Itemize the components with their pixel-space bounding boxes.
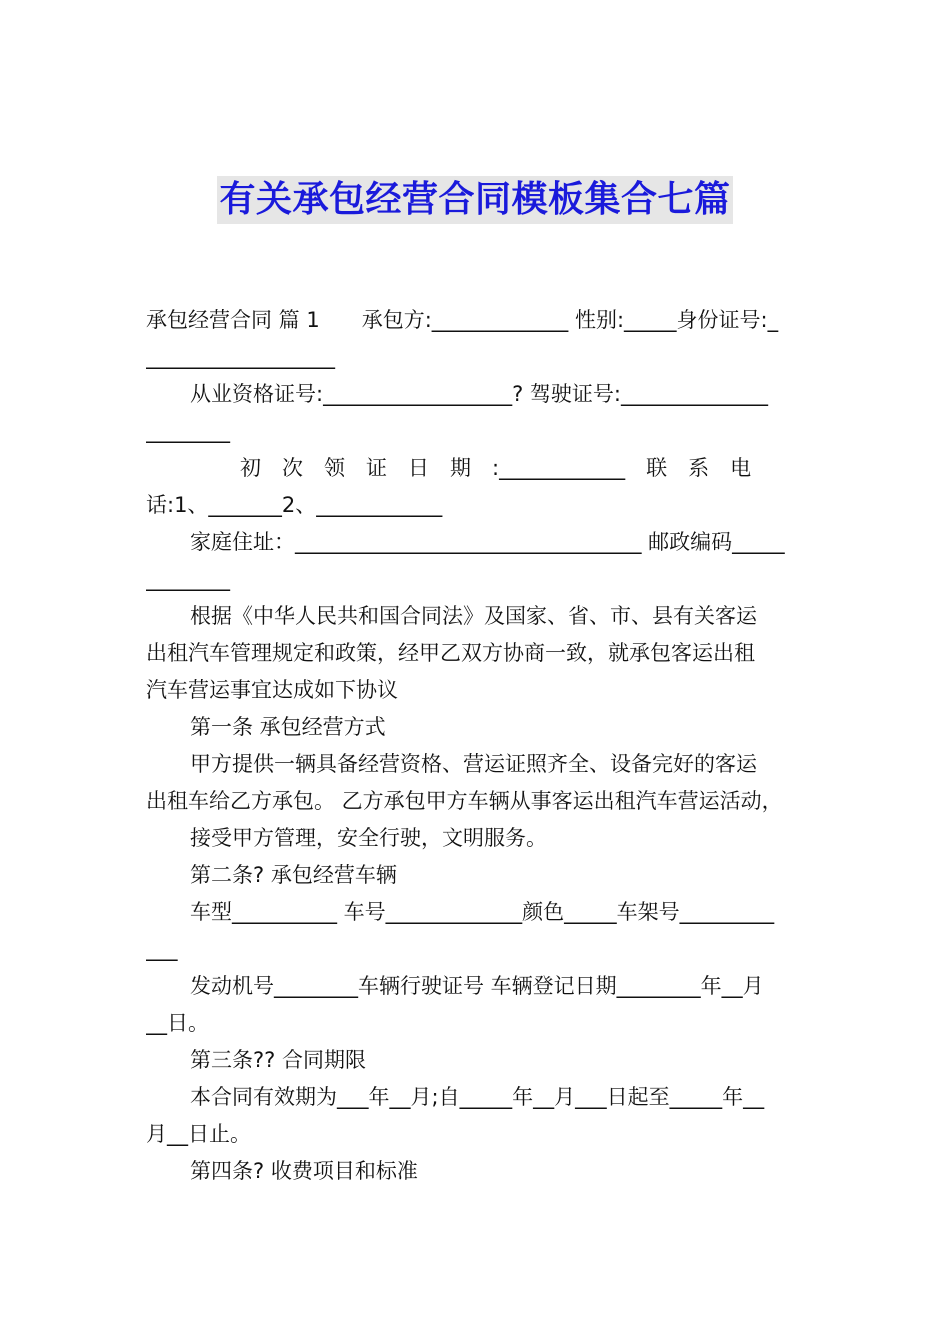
paragraph-line: 车型__________ 车号_____________颜色_____车架号_________ (190, 900, 775, 924)
document-title: 有关承包经营合同模板集合七篇 (217, 176, 732, 224)
paragraph-line: ________ (146, 419, 230, 443)
paragraph-line: 出租车给乙方承包。 乙方承包甲方车辆从事客运出租汽车营运活动， (146, 789, 783, 813)
section-heading: 第三条?? 合同期限 (190, 1048, 366, 1072)
paragraph-line: ___ (146, 937, 178, 961)
paragraph-line: 从业资格证号:__________________? 驾驶证号:______________ (190, 382, 768, 406)
paragraph-line: 初 次 领 证 日 期 :____________ 联 系 电 (240, 456, 752, 480)
paragraph-line: __________________ (146, 345, 335, 369)
paragraph-line: 家庭住址：_________________________________ 邮政编码_____ (190, 530, 785, 554)
paragraph-line: 发动机号________车辆行驶证号 车辆登记日期________年__月 (190, 974, 764, 998)
paragraph-line: 出租汽车管理规定和政策，经甲乙双方协商一致，就承包客运出租 (146, 641, 755, 665)
paragraph-line: __日。 (146, 1011, 209, 1035)
paragraph-line: 月__日止。 (146, 1122, 251, 1146)
paragraph-line: ________ (146, 567, 230, 591)
section-heading: 第一条 承包经营方式 (190, 715, 386, 739)
paragraph-line: 承包经营合同 篇 1 承包方:_____________ 性别:_____身份证号:_ (146, 308, 779, 332)
paragraph-line: 根据《中华人民共和国合同法》及国家、省、市、县有关客运 (190, 604, 757, 628)
paragraph-line: 汽车营运事宜达成如下协议 (146, 678, 398, 702)
section-heading: 第二条? 承包经营车辆 (190, 863, 397, 887)
paragraph-line: 话:1、_______2、____________ (146, 493, 443, 517)
paragraph-line: 本合同有效期为___年__月;自_____年__月___日起至_____年__ (190, 1085, 765, 1109)
title-container (0, 176, 950, 224)
document-body (146, 302, 808, 1190)
paragraph-line: 接受甲方管理，安全行驶，文明服务。 (190, 826, 547, 850)
paragraph-line: 甲方提供一辆具备经营资格、营运证照齐全、设备完好的客运 (190, 752, 757, 776)
section-heading: 第四条? 收费项目和标准 (190, 1159, 418, 1183)
